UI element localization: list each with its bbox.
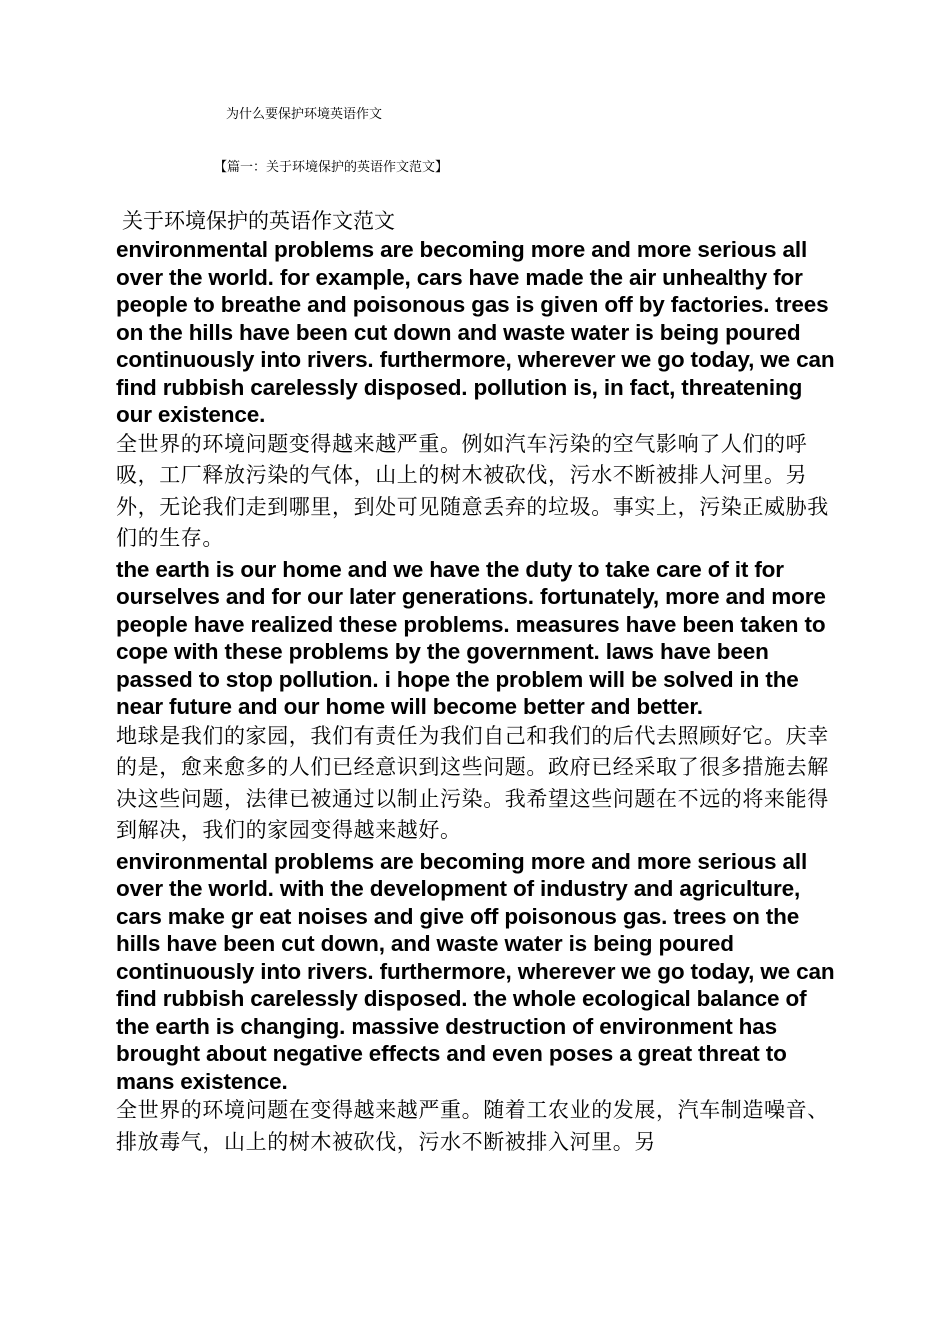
english-paragraph: environmental problems are becoming more and more serious all over the world. for example, cars have made the air unhealthy for people to breathe and poisonous gas is given off by factories. trees on the hills have been cut down and waste water is being poured continuously into rivers. furthermore, wherever we go today, we can find rubbish carelessly disposed. pollution is, in fact, threatening our existence. [116, 237, 835, 427]
chinese-paragraph: 地球是我们的家园，我们有责任为我们自己和我们的后代去照顾好它。庆幸的是，愈来愈多的人们已经意识到这些问题。政府已经采取了很多措施去解决这些问题，法律已被通过以制止污染。我希望这些问题在不远的将来能得到解决，我们的家园变得越来越好。 [116, 723, 829, 842]
article-body [116, 206, 840, 1159]
article-heading: 关于环境保护的英语作文范文 [122, 209, 395, 233]
chinese-paragraph: 全世界的环境问题在变得越来越严重。随着工农业的发展，汽车制造噪音、排放毒气，山上的树木被砍伐，污水不断被排入河里。另 [116, 1098, 829, 1154]
section-tag: 【篇一：关于环境保护的英语作文范文】 [214, 160, 449, 175]
document-title: 为什么要保护环境英语作文 [226, 107, 383, 122]
english-paragraph: the earth is our home and we have the duty to take care of it for ourselves and for our later generations. fortunately, more and more people have realized these problems. measures have been taken to cope with these problems by the government. laws have been passed to stop pollution. i hope the problem will be solved in the near future and our home will become better and better. [116, 556, 826, 719]
english-paragraph: environmental problems are becoming more and more serious all over the world. with the development of industry and agriculture, cars make gr eat noises and give off poisonous gas. trees on the hills have been cut down, and waste water is being poured continuously into rivers. furthermore, wherever we go today, we can find rubbish carelessly disposed. the whole ecological balance of the earth is changing. massive destruction of environment has brought about negative effects and even poses a great threat to mans existence. [116, 848, 835, 1094]
chinese-paragraph: 全世界的环境问题变得越来越严重。例如汽车污染的空气影响了人们的呼吸，工厂释放污染的气体，山上的树木被砍伐，污水不断被排人河里。另外，无论我们走到哪里，到处可见随意丢弃的垃圾。事实上，污染正威胁我们的生存。 [116, 431, 829, 550]
